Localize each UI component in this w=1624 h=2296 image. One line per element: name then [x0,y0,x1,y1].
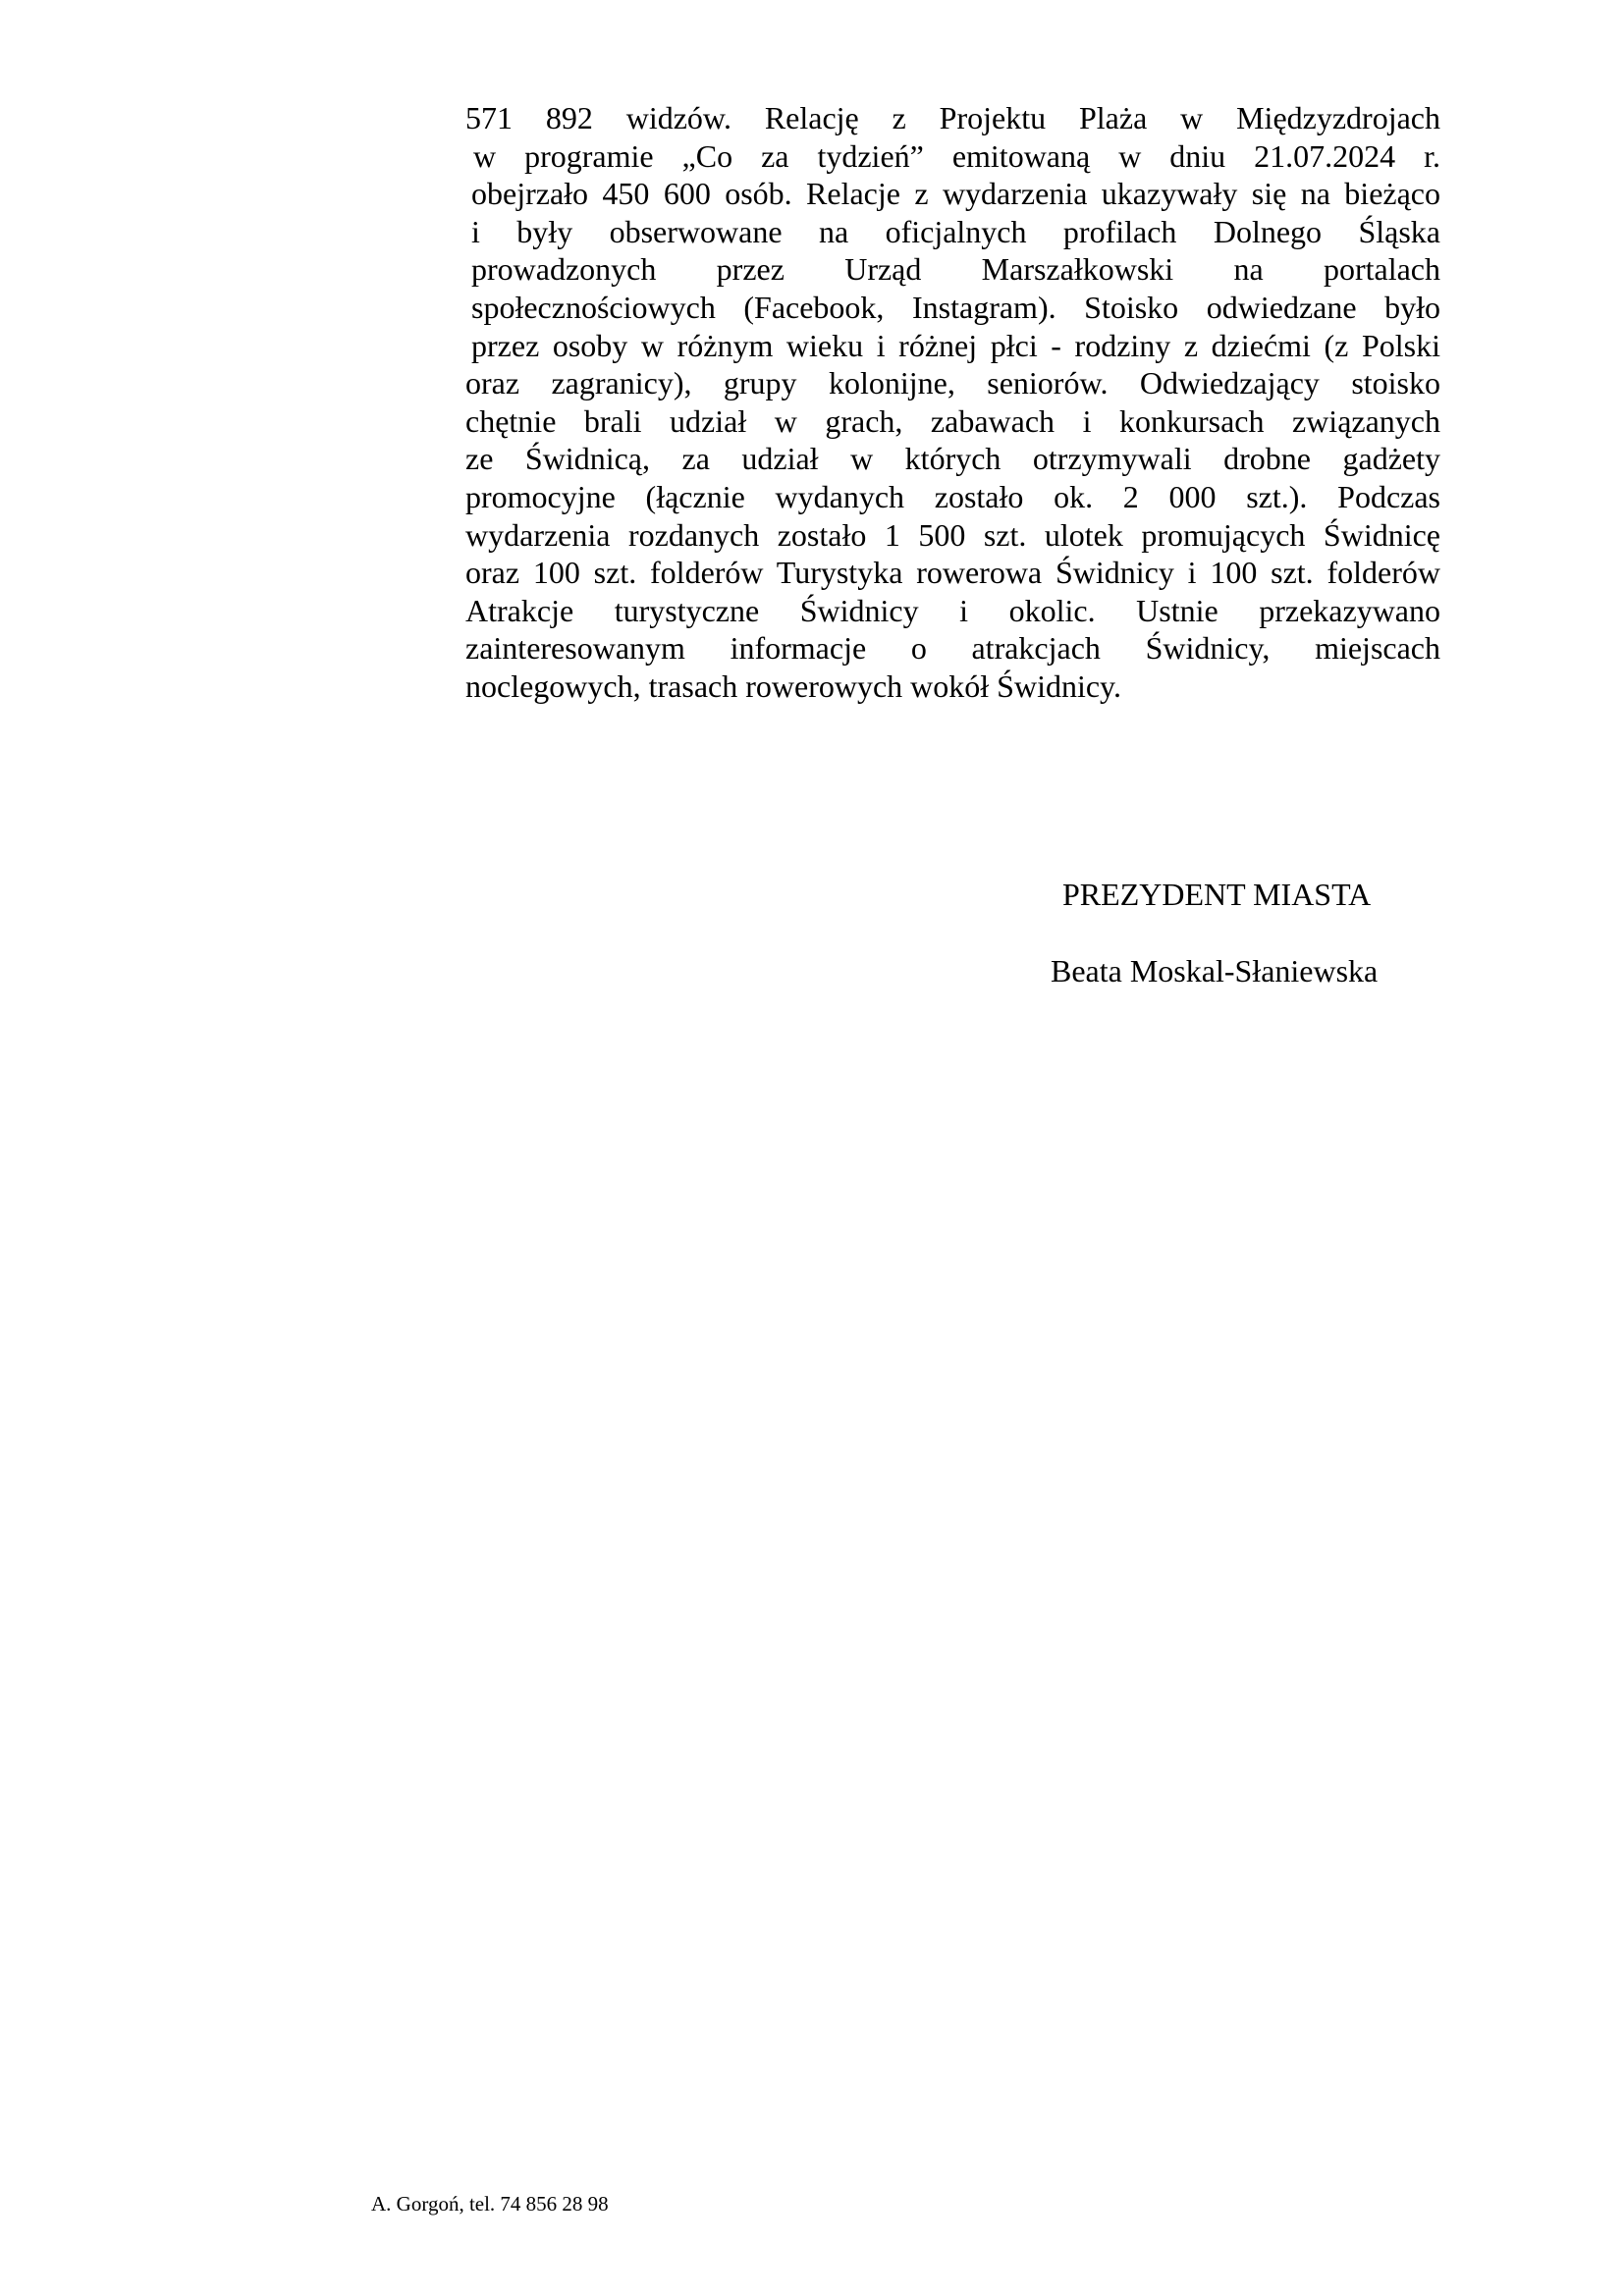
paragraph-line: prowadzonych przez Urząd Marszałkowski na portalach [471,251,1440,288]
body-paragraph [465,99,1440,706]
paragraph-line: ze Świdnicą, za udział w których otrzymywali drobne gadżety [465,441,1440,477]
signature-title: PREZYDENT MIASTA [1062,877,1372,912]
signature-name: Beata Moskal-Słaniewska [1051,953,1379,988]
paragraph-line: 571 892 widzów. Relację z Projektu Plaża w Międzyzdrojach [465,100,1440,135]
paragraph-line: społecznościowych (Facebook, Instagram). Stoisko odwiedzane było [471,289,1440,325]
footer-contact: A. Gorgoń, tel. 74 856 28 98 [371,2192,609,2216]
paragraph-line: w programie „Co za tydzień” emitowaną w dniu 21.07.2024 r. [473,137,1440,174]
paragraph-line: oraz 100 szt. folderów Turystyka rowerowa Świdnicy i 100 szt. folderów [465,555,1440,591]
paragraph-line: promocyjne (łącznie wydanych zostało ok. 2 000 szt.). Podczas [465,478,1440,514]
paragraph-line: przez osoby w różnym wieku i różnej płci - rodziny z dziećmi (z Polski [471,327,1440,363]
paragraph-line: obejrzało 450 600 osób. Relacje z wydarzenia ukazywały się na bieżąco [471,176,1440,212]
paragraph-line: chętnie brali udział w grach, zabawach i konkursach związanych [465,402,1440,439]
paragraph-line: Atrakcje turystyczne Świdnicy i okolic. Ustnie przekazywano [465,592,1440,628]
paragraph-line: zainteresowanym informacje o atrakcjach Świdnicy, miejscach [465,630,1440,667]
paragraph-line: wydarzenia rozdanych zostało 1 500 szt. ulotek promujących Świdnicę [465,516,1440,553]
paragraph-line: noclegowych, trasach rowerowych wokół Świdnicy. [465,667,1121,704]
paragraph-line: i były obserwowane na oficjalnych profilach Dolnego Śląska [471,213,1440,249]
paragraph-line: oraz zagranicy), grupy kolonijne, seniorów. Odwiedzający stoisko [465,365,1440,401]
